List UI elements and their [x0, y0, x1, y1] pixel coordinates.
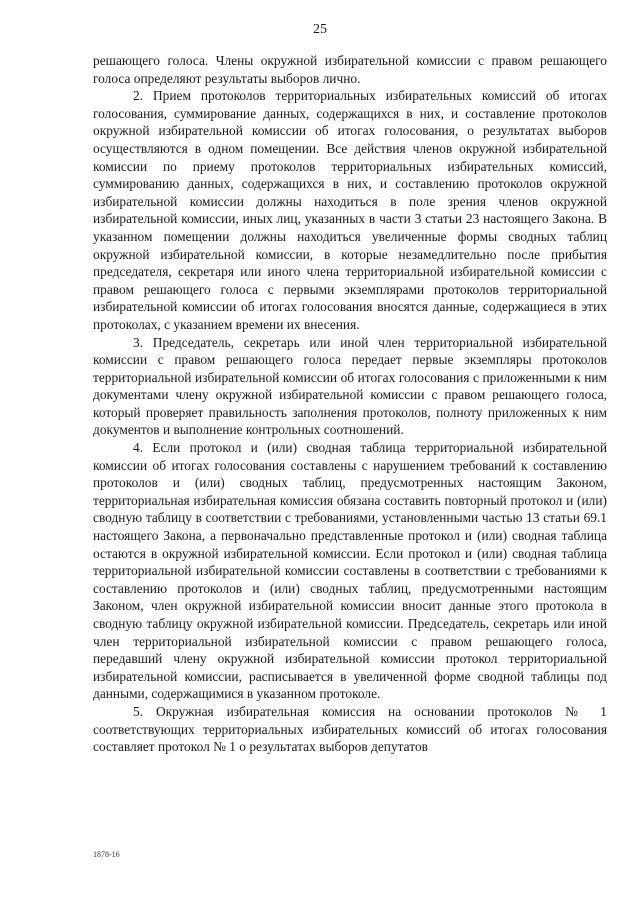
page-number: 25 [313, 22, 327, 37]
paragraph-3: 3. Председатель, секретарь или иной член территориальной избирательной комиссии с правом решающего голоса передает первые экземпляры протоколов территориальной избирательной комиссии об итогах голосования с приложенными к ним документами члену окружной избирательной комиссии с правом решающего голоса, который проверяет правильность заполнения протоколов, полноту приложенных к ним документов и выполнение контрольных соотношений. [93, 334, 607, 438]
footer-document-code: 1878-16 [93, 850, 120, 859]
paragraph-5: 5. Окружная избирательная комиссия на основании протоколов № 1 соответствующих территориальных избирательных комиссий об итогах голосования составляет протокол № 1 о результатах выборов депутатов [93, 703, 607, 755]
document-body [93, 52, 607, 756]
paragraph-4: 4. Если протокол и (или) сводная таблица территориальной избирательной комиссии об итогах голосования составлены с нарушением требований к составлению протоколов и (или) сводных таблиц, предусмотренных настоящим Законом, территориальная избирательная комиссия обязана составить повторный протокол и (или) сводную таблицу в соответствии с требованиями, установленными частью 13 статьи 69.1 настоящего Закона, а первоначально представленные протокол и (или) сводная таблица остаются в окружной избирательной комиссии. Если протокол и (или) сводная таблица территориальной избирательной комиссии составлены в соответствии с требованиями к составлению протоколов и (или) сводных таблиц, предусмотренными настоящим Законом, член окружной избирательной комиссии вносит данные этого протокола в сводную таблицу окружной избирательной комиссии. Председатель, секретарь или иной член территориальной избирательной комиссии с правом решающего голоса, передавший члену окружной избирательной комиссии протокол территориальной избирательной комиссии, расписывается в увеличенной форме сводной таблицы под данными, содержащимися в указанном протоколе. [93, 440, 607, 702]
paragraph-2: 2. Прием протоколов территориальных избирательных комиссий об итогах голосования, суммирование данных, содержащихся в них, и составление протоколов окружной избирательной комиссии об итогах голосования, о результатах выборов осуществляются в одном помещении. Все действия членов окружной избирательной комиссии по приему протоколов территориальных избирательных комиссий, суммированию данных, содержащихся в них, и составлению протоколов окружной избирательной комиссии должны находиться в поле зрения членов окружной избирательной комиссии, иных лиц, указанных в части 3 статьи 23 настоящего Закона. В указанном помещении должны находиться увеличенные формы сводных таблиц окружной избирательной комиссии, в которые незамедлительно после прибытия председателя, секретаря или иного члена территориальной избирательной комиссии с правом решающего голоса с первыми экземплярами протоколов территориальной избирательной комиссии об итогах голосования вносятся данные, содержащиеся в этих протоколах, с указанием времени их внесения. [93, 88, 607, 332]
paragraph-continuation: решающего голоса. Члены окружной избирательной комиссии с правом решающего голоса определяют результаты выборов лично. [93, 53, 607, 86]
